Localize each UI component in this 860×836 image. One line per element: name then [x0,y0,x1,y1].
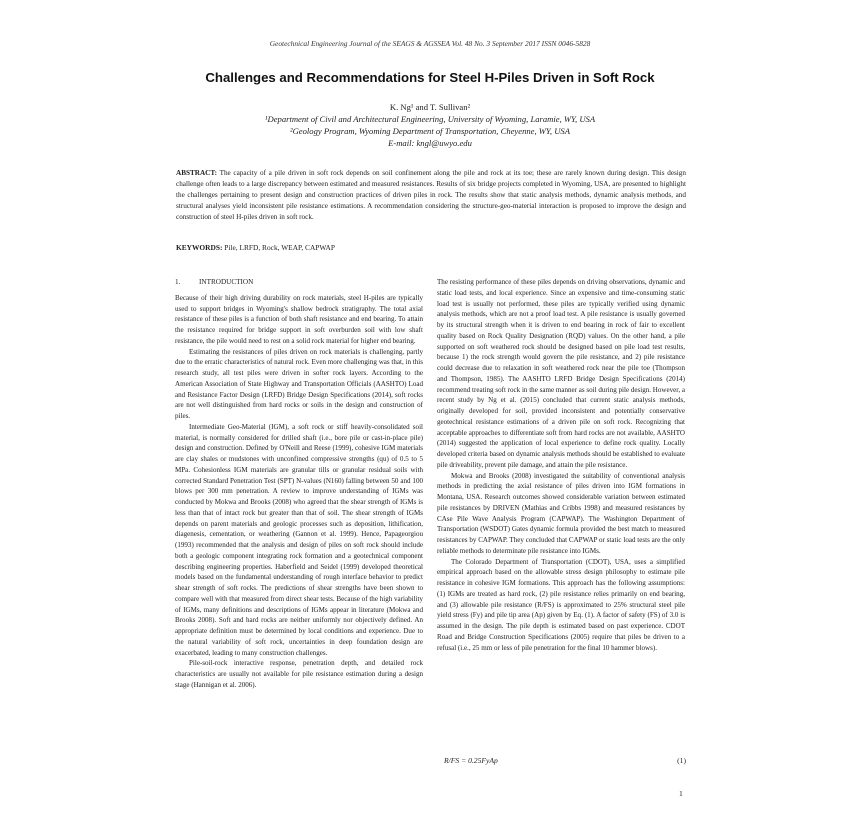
equation-1 [444,756,686,765]
abstract-text: The capacity of a pile driven in soft rock depends on soil confinement along the pile and rock at its toe; these are rarely known during design. This design challenge often leads to a large discrepancy between estimated and measured resistances. Results of six bridge projects completed in Wyoming, USA, are presented to highlight the challenges pertaining to present design and construction practices of driven piles in rock. The results show that static analysis methods, dynamic analysis methods, and structural analyses yield inconsistent pile resistance estimations. A recommendation considering the structure-geo-material interaction is proposed to improve the design and construction of steel H-piles driven in soft rock. [176,169,686,222]
left-column [175,277,423,691]
page-number: 1 [679,789,683,798]
paper-title: Challenges and Recommendations for Steel H-Piles Driven in Soft Rock [205,70,655,85]
journal-header: Geotechnical Engineering Journal of the SEAGS & AGSSEA Vol. 48 No. 3 September 2017 ISSN 0046-5828 [269,39,591,48]
author-names: K. Ng¹ and T. Sullivan² [389,102,471,112]
section-title: INTRODUCTION [199,278,254,286]
abstract-label: ABSTRACT: [176,169,218,177]
equation-number: (1) [677,756,686,765]
section-heading [175,277,423,288]
affiliation-2: ²Geology Program, Wyoming Department of Transportation, Cheyenne, WY, USA [290,126,570,136]
abstract [176,168,686,223]
author-email[interactable]: E-mail: kngl@uwyo.edu [388,138,472,148]
equation-text: R/FS = 0.25FyAp [444,756,498,765]
paragraph: Mokwa and Brooks (2008) investigated the suitability of conventional analysis methods in predicting the axial resistance of piles driven into IGM formations in Montana, USA. Research outcomes showed considerable variation between estimated pile resistances by DRIVEN (Mathias and Cribbs 1998) and measured resistances by CAse Pile Wave Analysis Program (CAPWAP). The Washington Department of Transportation (WSDOT) Gates dynamic formula provided the best match to measured resistances by CAPWAP. They concluded that CAPWAP or static load tests are the only reliable methods to determinate pile resistance into IGMs. [437,471,685,555]
affiliation-1: ¹Department of Civil and Architectural Engineering, University of Wyoming, Laramie, WY, USA [264,114,596,124]
paragraph: Estimating the resistances of piles driven on rock materials is challenging, partly due to the erratic characteristics of natural rock. Even more challenging was that, in this research study, all test piles were driven in softer rock layers. According to the American Association of State Highway and Transportation Officials (AASHTO) Load and Resistance Factor Design (LRFD) Bridge Design Specifications (2014), soft rocks are not well distinguished from hard rocks or soils in the design and construction of piles. [175,347,423,420]
section-number: 1. [175,278,181,286]
paragraph: The resisting performance of these piles depends on driving observations, dynamic and static load tests, and local experience. Since an expensive and time-consuming static load test is usually not performed, these piles are typically verified using dynamic analysis methods, which are not a proof load test. A pile resistance is usually governed by its structural strength when it is driven to end bearing in rock of fair to excellent quality based on Rock Quality Designation (RQD) values. On the other hand, a pile supported on soft weathered rock should be designed based on pile load test results, because 1) the rock strength would govern the pile resistance, and 2) pile resistance could decrease due to relaxation in soft weathered rock near the pile toe (Thompson and Thompson, 1985). The AASHTO LRFD Bridge Design Specifications (2014) recommend treating soft rock in the same manner as soil during pile design. However, a recent study by Ng et al. (2015) concluded that current static analysis methods, originally developed for soil, provided inconsistent and potentially conservative geotechnical resistance estimations of a driven pile on soft rock. Recognizing that acceptable approaches to differentiate soft from hard rocks are not available, AASHTO (2014) suggested the application of local experience to define rock quality. Locally developed criteria based on dynamic analysis methods should be established to evaluate pile driveability, prevent pile damage, and attain the pile resistance. [437,278,685,469]
author-block [0,101,860,149]
paragraph: Intermediate Geo-Material (IGM), a soft rock or stiff heavily-consolidated soil material, is normally considered for drilled shaft (i.e., bore pile or cast-in-place pile) design and construction. Defined by O'Neill and Reese (1999), cohesive IGM materials are clay shales or mudstones with unconfined compressive strengths (qu) of 0.5 to 5 MPa. Cohesionless IGM materials are granular tills or granular residual soils with corrected Standard Penetration Test (SPT) N-values (N160) falling between 50 and 100 blows per 300 mm penetration. A review to improve understanding of IGMs was conducted by Mokwa and Brooks (2008) who agreed that the shear strength of IGMs is less than that of intact rock but greater than that of soil. The shear strength of IGMs depends on parent materials and geologic processes such as deposition, lithification, diagenesis, cementation, or weathering (Gannon et al. 1999). Hence, Papageorgiou (1993) recommended that the analysis and design of piles on soft rock should include both a geologic component integrating rock formation and a geotechnical component describing engineering properties. Haberfield and Seidel (1999) developed theoretical models based on the fundamental understanding of rough interface behavior to predict shear strength of soft rocks. The predictions of shear strengths have been shown to compare well with that measured from direct shear tests. Because of the high variability of IGMs, many definitions and descriptions of IGMs appear in literature (Mokwa and Brooks 2008). Soft and hard rocks are neither uniformly nor objectively defined. An appropriate definition must be determined by local conditions and experience. Due to the natural variability of soft rock, uncertainties in deep foundation design are exacerbated, leading to many construction challenges. [175,422,423,657]
paragraph: Pile-soil-rock interactive response, penetration depth, and detailed rock characteristics are usually not available for pile resistance estimation during a design stage (Hannigan et al. 2006). [175,659,423,689]
keywords [176,243,686,252]
keywords-text: Pile, LRFD, Rock, WEAP, CAPWAP [224,243,336,252]
right-column [437,277,685,653]
paragraph: Because of their high driving durability on rock materials, steel H-piles are typically used to support bridges in Wyoming's shallow bedrock stratigraphy. The total axial resistance of these piles is a function of both shaft resistance and end bearing. To attain the resistance required for bridge support in soft overburden soil with low shaft resistance, the pile would need to rest on a solid rock material for higher end bearing. [175,293,423,345]
keywords-label: KEYWORDS: [176,243,223,252]
paragraph: The Colorado Department of Transportation (CDOT), USA, uses a simplified empirical approach based on the allowable stress design philosophy to estimate pile resistance in cohesive IGM formations. This approach has the following assumptions: (1) IGMs are treated as hard rock, (2) pile resistance relies primarily on end bearing, and (3) allowable pile resistance (R/FS) is approximated to 25% structural steel pile yield stress (Fy) and pile tip area (Ap) given by Eq. (1). A factor of safety (FS) of 3.0 is assumed in the design. The pile depth is estimated based on past experience. CDOT Road and Bridge Construction Specifications (2005) require that piles be driven to a refusal (i.e., 25 mm or less of pile penetration for the final 10 hammer blows). [437,557,685,652]
